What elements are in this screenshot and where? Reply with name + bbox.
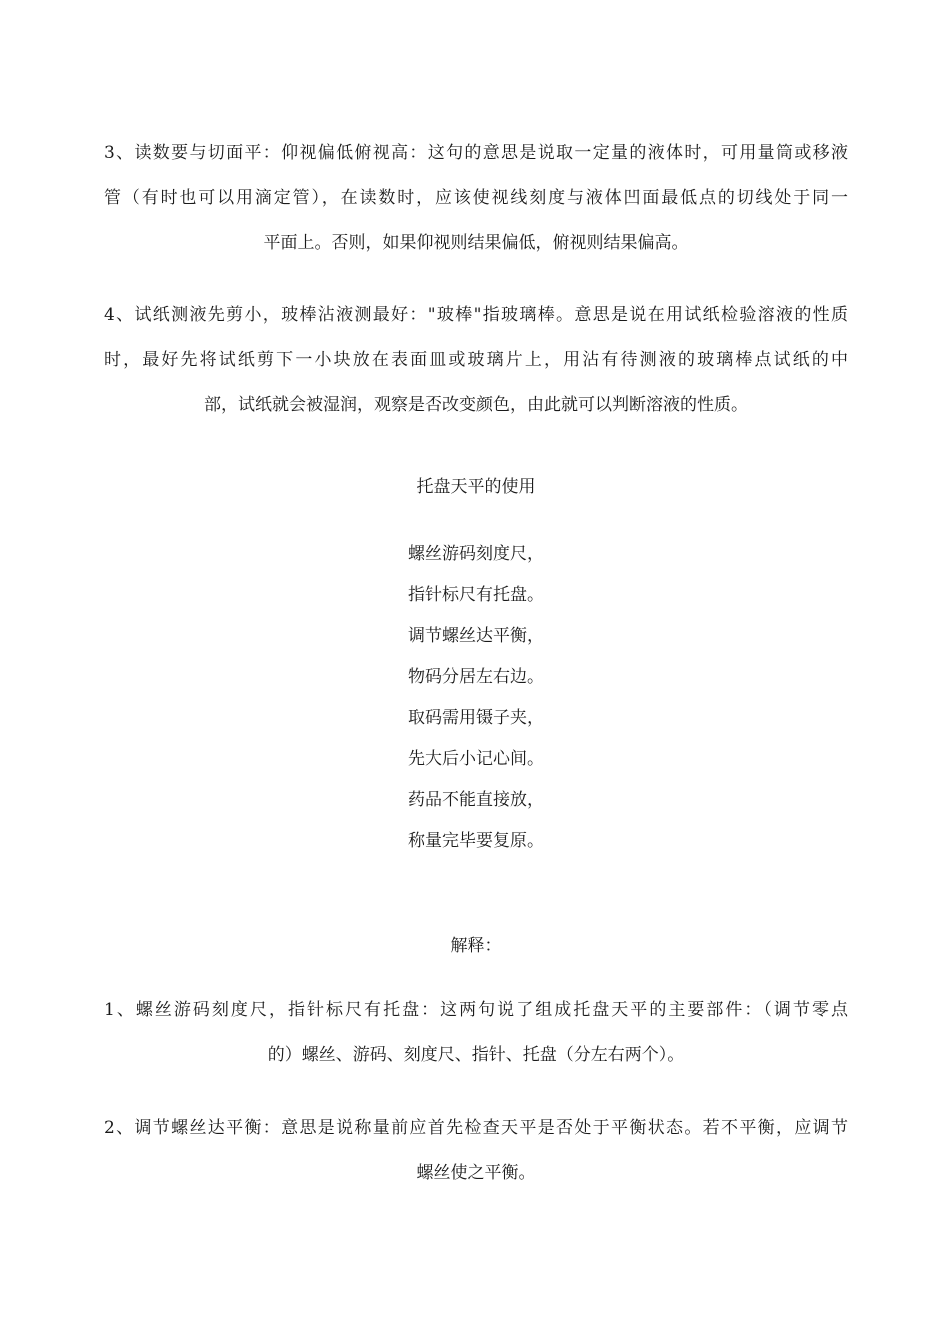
rhyme-line: 物码分居左右边。 (408, 667, 544, 687)
paragraph-line: 2、调节螺丝达平衡：意思是说称量前应首先检查天平是否处于平衡状态。若不平衡，应调节 (104, 1118, 848, 1138)
paragraph-line: 的）螺丝、游码、刻度尺、指针、托盘（分左右两个）。 (267, 1045, 685, 1065)
rhyme-line: 取码需用镊子夹， (408, 708, 544, 728)
paragraph-reading-rule (104, 131, 848, 266)
rhyme-line: 先大后小记心间。 (408, 749, 544, 769)
paragraph-test-paper-rule (104, 293, 848, 428)
paragraph-line: 螺丝使之平衡。 (416, 1163, 536, 1183)
paragraph-line: 1、螺丝游码刻度尺，指针标尺有托盘：这两句说了组成托盘天平的主要部件：（调节零点 (104, 1000, 848, 1020)
rhyme-line: 调节螺丝达平衡， (408, 626, 544, 646)
section-heading: 托盘天平的使用 (416, 477, 536, 497)
balance-rhyme (104, 534, 848, 862)
rhyme-line: 称量完毕要复原。 (408, 831, 544, 851)
paragraph-explanation-2 (104, 1106, 848, 1196)
paragraph-explanation-1 (104, 988, 848, 1078)
rhyme-line: 指针标尺有托盘。 (408, 585, 544, 605)
paragraph-line: 时，最好先将试纸剪下一小块放在表面皿或玻璃片上，用沾有待测液的玻璃棒点试纸的中 (104, 350, 848, 370)
paragraph-line: 部，试纸就会被湿润，观察是否改变颜色，由此就可以判断溶液的性质。 (204, 395, 748, 415)
paragraph-line: 管（有时也可以用滴定管），在读数时，应该使视线刻度与液体凹面最低点的切线处于同一 (104, 188, 848, 208)
paragraph-line: 4、试纸测液先剪小，玻棒沾液测最好："玻棒"指玻璃棒。意思是说在用试纸检验溶液的性质 (104, 305, 848, 325)
explanation-heading: 解释： (450, 936, 502, 956)
paragraph-line: 3、读数要与切面平：仰视偏低俯视高：这句的意思是说取一定量的液体时，可用量筒或移液 (104, 143, 848, 163)
rhyme-line: 螺丝游码刻度尺， (408, 544, 544, 564)
rhyme-line: 药品不能直接放， (408, 790, 544, 810)
paragraph-line: 平面上。否则，如果仰视则结果偏低，俯视则结果偏高。 (263, 233, 689, 253)
